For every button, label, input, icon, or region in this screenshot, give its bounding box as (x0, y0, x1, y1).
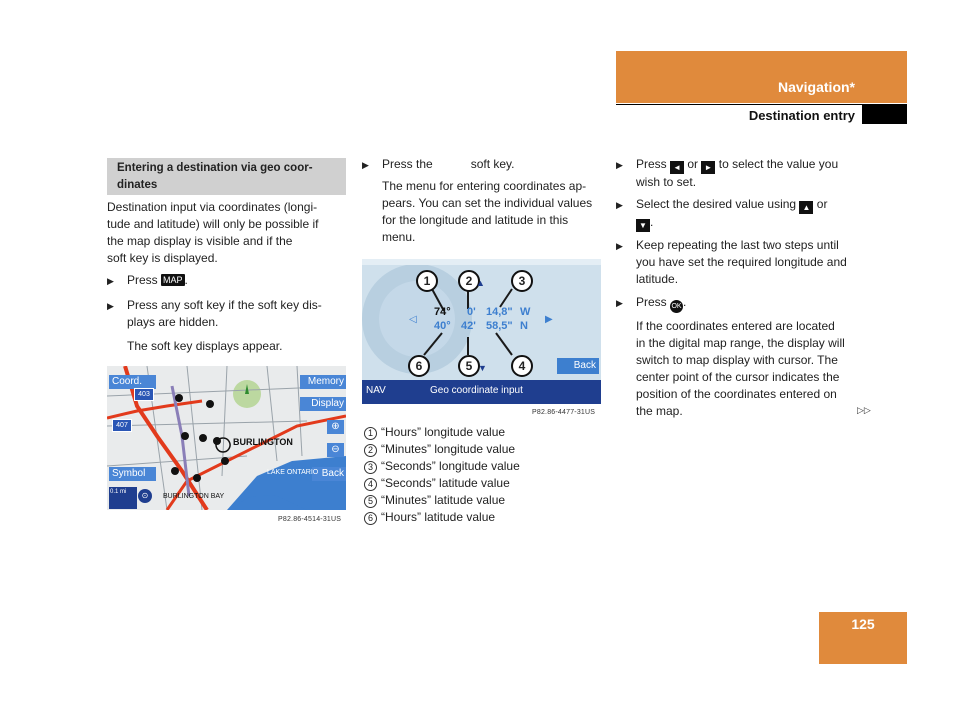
step-result: The soft key displays appear. (127, 339, 283, 353)
compass-icon: ⊙ (138, 489, 152, 503)
latitude-minutes[interactable]: 42' (461, 320, 476, 332)
menu-description: The menu for entering coordinates ap- pears. You can set the individual values for the longitude and latitude in this menu. (382, 179, 593, 244)
figure-caption-map: P82.86-4514-31US (278, 516, 342, 523)
status-nav: NAV (366, 385, 386, 396)
page-number: 125 (851, 616, 875, 632)
bullet-icon: ▶ (107, 276, 114, 286)
status-title: Geo coordinate input (430, 385, 523, 396)
intro-paragraph: Destination input via coordinates (longi- tude and latitude) will only be possible if the map display is visible and if the soft key is displayed. (107, 200, 319, 265)
header-band (616, 51, 907, 103)
down-arrow-icon[interactable]: ▼ (478, 363, 487, 373)
callout-legend (364, 424, 604, 526)
up-key-icon: ▲ (799, 201, 813, 214)
step-press-softkey: ▶ Press any soft key if the soft key dis- plays are hidden. (107, 298, 322, 329)
bullet-icon: ▶ (616, 298, 623, 308)
callout-5: 5 (458, 355, 480, 377)
down-key-icon: ▼ (636, 219, 650, 232)
legend-item: 6 “Hours” latitude value (364, 509, 604, 526)
ok-key-icon: OK (670, 300, 683, 313)
latitude-seconds[interactable]: 58,5" (486, 320, 513, 332)
step-set-value: ▶ Select the desired value using ▲ or ▼ . (616, 197, 828, 230)
bullet-icon: ▶ (616, 241, 623, 251)
step-repeat: ▶ Keep repeating the last two steps until you have set the required longitude and latitude. (616, 238, 847, 286)
continue-arrows-icon: ▷▷ (857, 405, 871, 415)
bullet-icon: ▶ (107, 301, 114, 311)
softkey-back[interactable]: Back (312, 467, 346, 481)
section-heading: Entering a destination via geo coor- dinates (117, 162, 313, 191)
legend-item: 4 “Seconds” latitude value (364, 475, 604, 492)
bullet-icon: ▶ (616, 200, 623, 210)
figure-caption-screen: P82.86-4477-31US (532, 409, 596, 416)
legend-item: 3 “Seconds” longitude value (364, 458, 604, 475)
bullet-icon: ▶ (362, 160, 369, 170)
left-arrow-icon[interactable]: ◁ (409, 314, 417, 325)
subsection-title: Destination entry (748, 108, 855, 123)
map-key-icon: MAP (163, 275, 183, 285)
result-paragraph: If the coordinates entered are located in the digital map range, the display will switch to map display with cursor. The center point of the cursor indicates the position of the coordinates entered on the map. (636, 319, 845, 418)
map-label-burlington: BURLINGTON (233, 437, 293, 447)
callout-6: 6 (408, 355, 430, 377)
zoom-out-icon[interactable]: ⊖ (327, 443, 344, 457)
step-press-coord: ▶ Press the soft key. (382, 156, 602, 173)
header-marker (862, 105, 907, 124)
callout-2: 2 (458, 270, 480, 292)
step-press-map: ▶ Press MAP . (127, 272, 347, 289)
step-select-value: ▶ Press ◄ or ► to select the value you wish to set. (616, 157, 839, 189)
softkey-symbol[interactable]: Symbol (109, 467, 156, 481)
callout-1: 1 (416, 270, 438, 292)
legend-item: 1 “Hours” longitude value (364, 424, 604, 441)
callout-4: 4 (511, 355, 533, 377)
step-confirm: ▶ Press OK. (636, 294, 858, 313)
map-scale: 0.1 mi (109, 487, 137, 509)
geo-coordinate-screen (362, 259, 601, 404)
up-arrow-icon[interactable]: ▲ (476, 278, 485, 288)
map-label-bay: BURLINGTON BAY (163, 493, 225, 500)
longitude-direction[interactable]: W (520, 306, 531, 318)
bullet-icon: ▶ (616, 160, 623, 170)
legend-item: 2 “Minutes” longitude value (364, 441, 604, 458)
map-display-figure (107, 366, 346, 510)
right-arrow-icon[interactable]: ▶ (545, 314, 553, 325)
highway-shield-403: 403 (134, 388, 154, 401)
callout-3: 3 (511, 270, 533, 292)
softkey-memory[interactable]: Memory (300, 375, 346, 389)
longitude-seconds[interactable]: 14,8" (486, 306, 513, 318)
longitude-hours[interactable]: 74° (434, 306, 451, 318)
left-key-icon: ◄ (670, 161, 684, 174)
map-label-lake: LAKE ONTARIO (267, 469, 319, 476)
section-title: Navigation* (777, 79, 855, 95)
zoom-in-icon[interactable]: ⊕ (327, 420, 344, 434)
highway-shield-407: 407 (112, 419, 132, 432)
legend-item: 5 “Minutes” latitude value (364, 492, 604, 509)
softkey-display[interactable]: Display (300, 397, 346, 411)
latitude-hours[interactable]: 40° (434, 320, 451, 332)
softkey-coord[interactable]: Coord. (109, 375, 156, 389)
latitude-direction[interactable]: N (520, 320, 528, 332)
right-key-icon: ► (701, 161, 715, 174)
longitude-minutes[interactable]: 0' (467, 306, 476, 318)
back-button[interactable]: Back (557, 358, 599, 374)
